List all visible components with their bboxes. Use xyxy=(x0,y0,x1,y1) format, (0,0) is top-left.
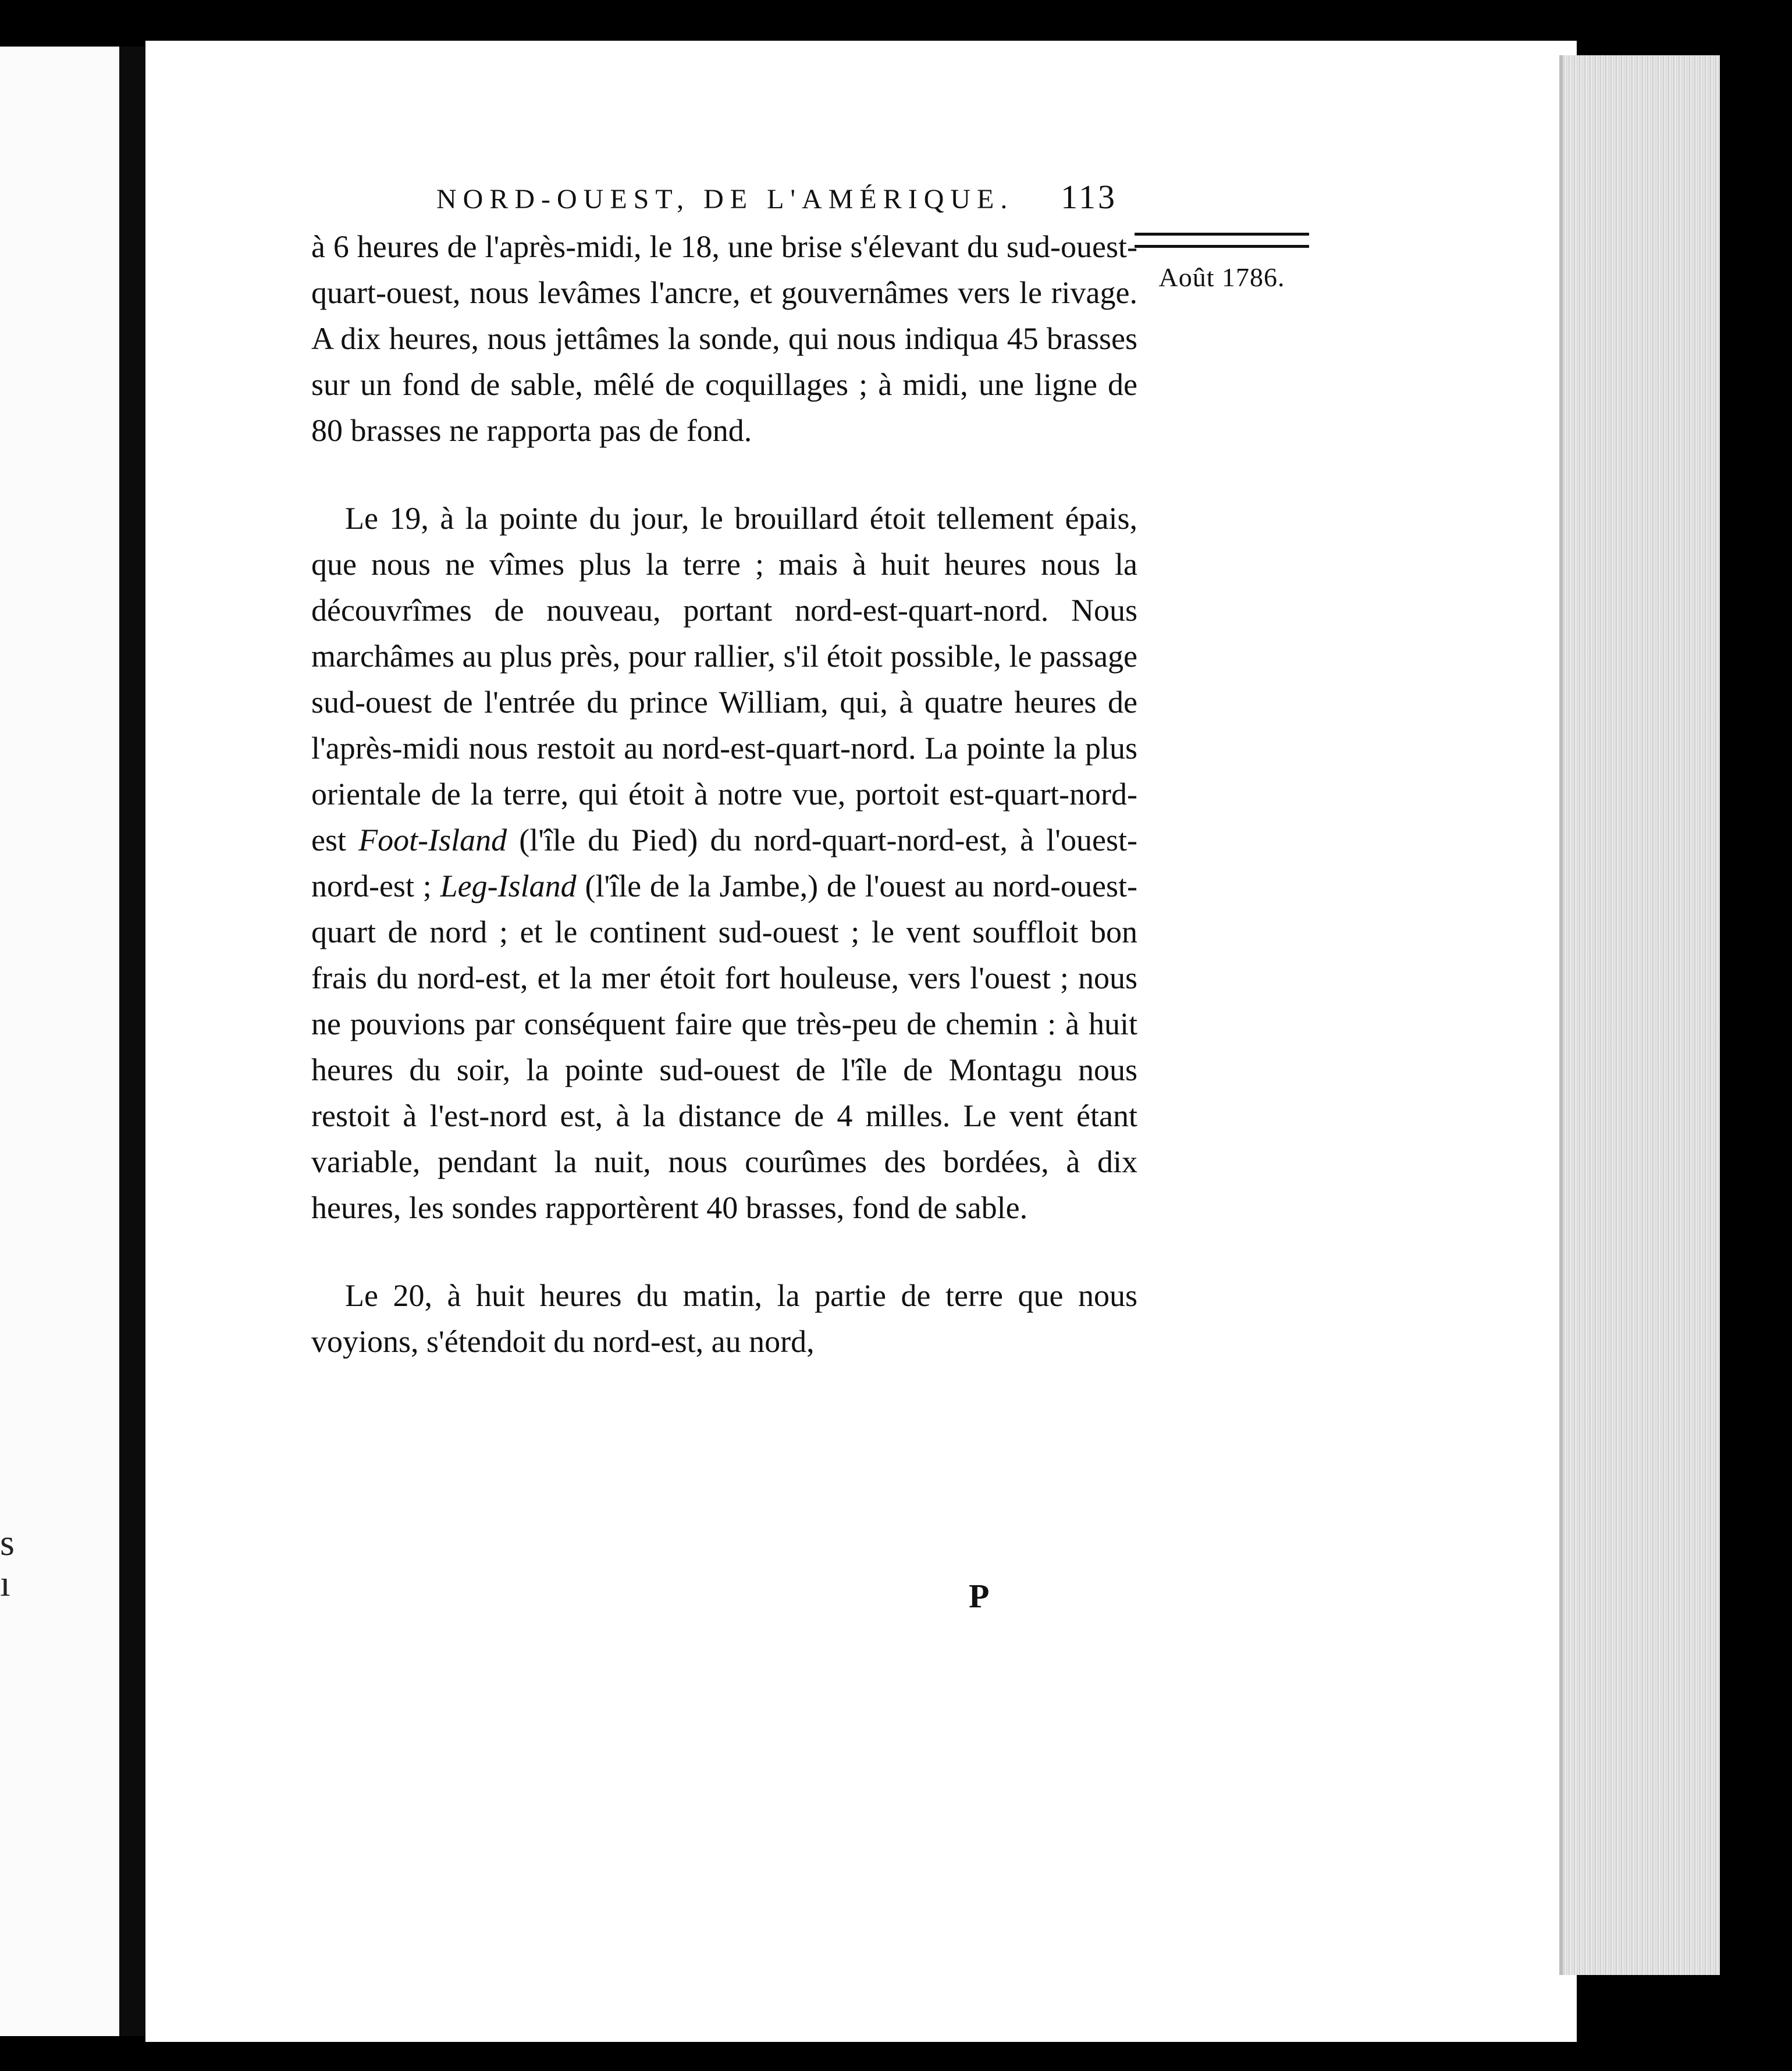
paragraph-august-20 xyxy=(311,1273,1137,1365)
running-head: NORD-OUEST, DE L'AMÉRIQUE. xyxy=(436,184,1014,215)
page-header xyxy=(436,177,1117,216)
signature-mark: P xyxy=(969,1577,990,1615)
paragraph-text: (l'île de la Jambe,) de l'ouest au nord-ouest-quart de nord ; et le continent sud-ouest ; le vent souffloit bon frais du nord-est, et la mer étoit fort houleuse, vers l'ouest ; nous ne pouvions par conséquent faire que très-peu de chemin : à huit heures du soir, la pointe sud-ouest de l'île de Montagu nous restoit à l'est-nord est, à la distance de 4 milles. Le vent étant variable, pendant la nuit, nous courûmes des bordées, à dix heures, les sondes rapportèrent 40 brasses, fond de sable. xyxy=(311,869,1137,1225)
margin-date: Août 1786. xyxy=(1158,262,1285,292)
book-gutter xyxy=(119,47,145,2036)
margin-rule xyxy=(1135,233,1309,248)
left-page-fragment: s xyxy=(0,1522,15,1563)
place-name-italic: Foot-Island xyxy=(358,823,507,857)
margin-note xyxy=(1135,233,1309,293)
paragraph-text: Le 19, à la pointe du jour, le brouillard étoit tellement épais, que nous ne vîmes plus la terre ; mais à huit heures nous la découvrîmes de nouveau, portant nord-est-quart-nord. Nous marchâmes au plus près, pour rallier, s'il étoit possible, le passage sud-ouest de l'entrée du prince William, qui, à quatre heures de l'après-midi nous restoit au nord-est-quart-nord. La pointe la plus orientale de la terre, qui étoit à notre vue, portoit est-quart-nord-est xyxy=(311,501,1137,857)
left-page-fragment: ı xyxy=(0,1563,10,1604)
left-facing-page xyxy=(0,47,119,2036)
paragraph-text: (l'île du Pied) du nord-quart-nord-est, à l'ouest-nord-est ; xyxy=(311,823,1137,903)
paragraph-august-19 xyxy=(311,496,1137,1231)
paragraph-text: Le 20, à huit heures du matin, la partie de terre que nous voyions, s'étendoit du nord-est, au nord, xyxy=(311,1278,1137,1359)
place-name-italic: Leg-Island xyxy=(440,869,577,903)
paragraph-continued xyxy=(311,224,1137,454)
page-number: 113 xyxy=(1061,178,1117,216)
page-fore-edge xyxy=(1559,55,1720,1975)
paragraph-text: à 6 heures de l'après-midi, le 18, une brise s'élevant du sud-ouest-quart-ouest, nous levâmes l'ancre, et gouvernâmes vers le rivage. A dix heures, nous jettâmes la sonde, qui nous indiqua 45 brasses sur un fond de sable, mêlé de coquillages ; à midi, une ligne de 80 brasses ne rapporta pas de fond. xyxy=(311,229,1137,448)
body-text xyxy=(311,224,1137,1365)
